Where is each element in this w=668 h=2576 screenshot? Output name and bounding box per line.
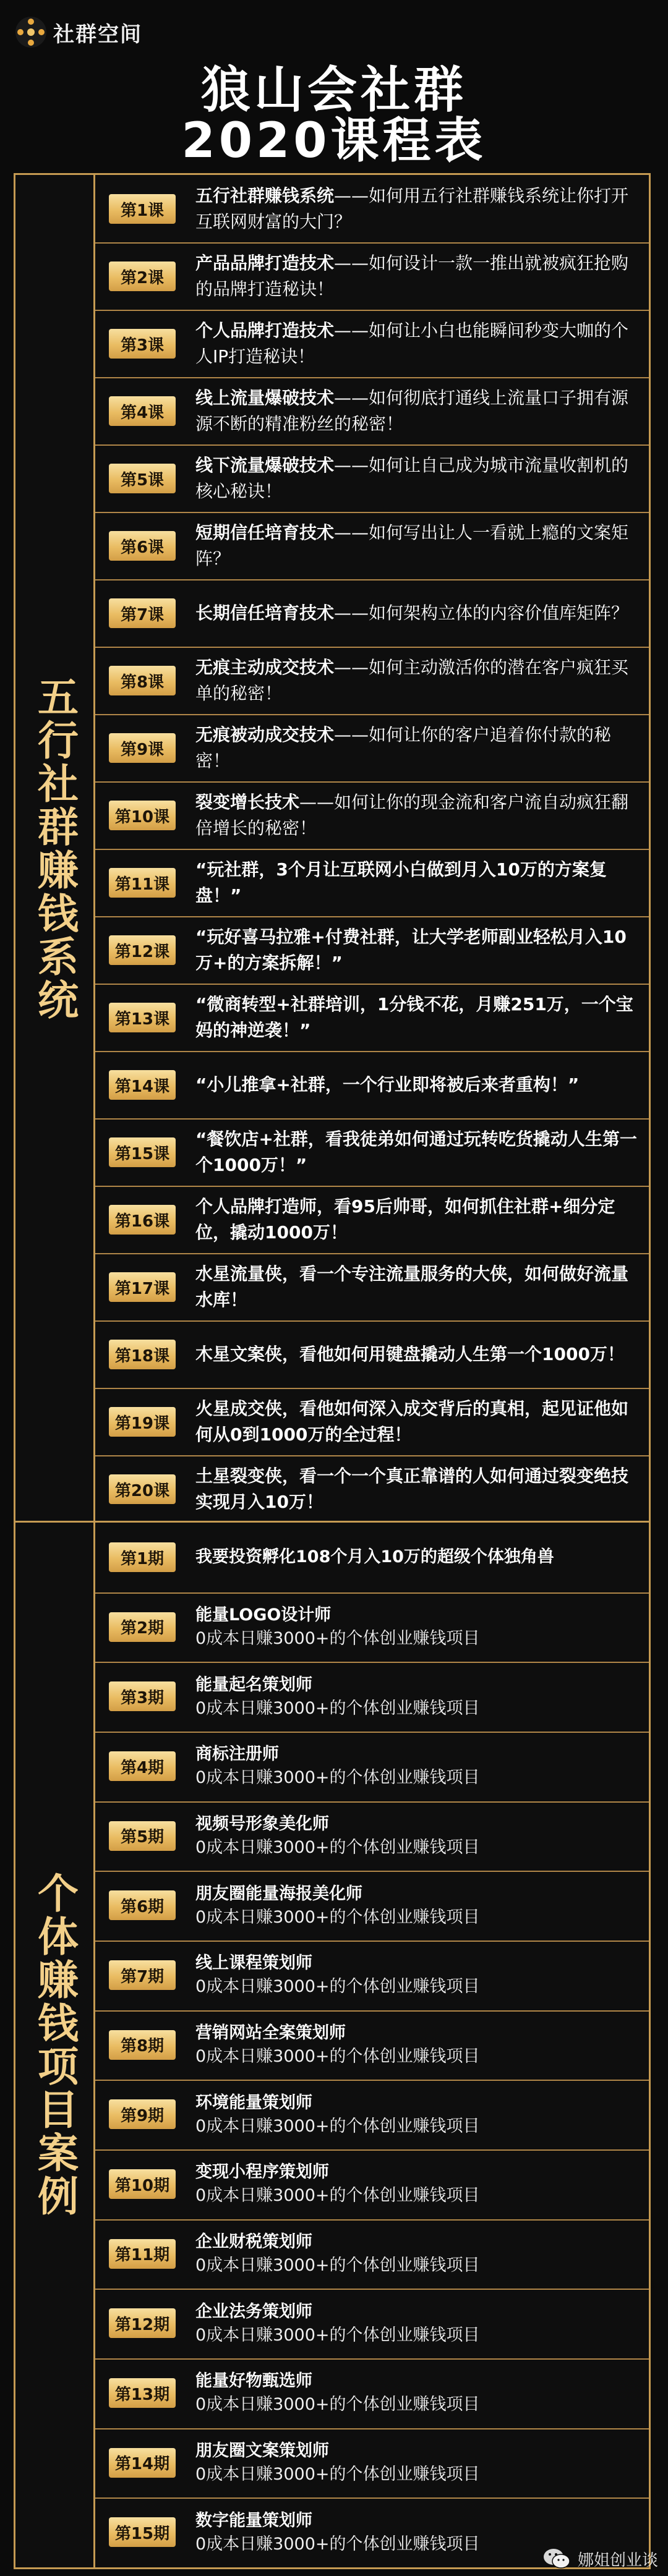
item-text (195, 2428, 640, 2498)
project-subtitle: 0成本日赚3000+的个体创业赚钱项目 (195, 2395, 480, 2415)
course-title: 线上流量爆破技术 (195, 387, 335, 408)
item-text (195, 2010, 640, 2080)
list-item (95, 1801, 649, 1872)
project-title: 数字能量策划师 (195, 2510, 312, 2530)
lesson-badge: 第14期 (109, 2448, 176, 2478)
section-wuxing (14, 173, 651, 1524)
list-item (95, 1320, 649, 1389)
project-subtitle: 0成本日赚3000+的个体创业赚钱项目 (195, 2186, 480, 2206)
project-title: 朋友圈文案策划师 (195, 2441, 329, 2460)
item-text (195, 2080, 640, 2149)
item-text (195, 1186, 640, 1253)
lesson-badge: 第8期 (109, 2030, 176, 2060)
project-subtitle: 0成本日赚3000+的个体创业赚钱项目 (195, 1768, 480, 1788)
project-title: 营销网站全案策划师 (195, 2023, 346, 2043)
item-text (195, 1388, 640, 1455)
list-item (95, 916, 649, 985)
item-text (195, 1320, 640, 1388)
project-title: 能量起名策划师 (195, 1675, 312, 1694)
lesson-badge: 第2课 (109, 261, 176, 291)
list-item (95, 242, 649, 311)
section-projects (14, 1521, 651, 2569)
item-text (195, 444, 640, 512)
project-title: 企业财税策划师 (195, 2232, 312, 2251)
project-subtitle: 0成本日赚3000+的个体创业赚钱项目 (195, 2325, 480, 2345)
item-text (195, 242, 640, 310)
project-subtitle: 0成本日赚3000+的个体创业赚钱项目 (195, 1907, 480, 1927)
lesson-badge: 第11课 (109, 868, 176, 898)
course-description: “餐饮店+社群，看我徒弟如何通过玩转吃货撬动人生第一个1000万！” (195, 1128, 637, 1175)
section-label-box (15, 1523, 95, 2567)
list-item (95, 2080, 649, 2151)
project-title: 企业法务策划师 (195, 2302, 312, 2321)
section-label: 五行社群赚钱系统 (30, 676, 79, 1022)
wechat-icon (542, 2546, 572, 2571)
item-text (195, 2149, 640, 2219)
list-item (95, 984, 649, 1052)
lesson-badge: 第14课 (109, 1070, 176, 1100)
lesson-badge: 第15期 (109, 2517, 176, 2547)
item-text (195, 1732, 640, 1801)
list-item (95, 1455, 649, 1523)
lesson-badge: 第4期 (109, 1751, 176, 1781)
item-text (195, 1592, 640, 1662)
lesson-badge: 第17课 (109, 1272, 176, 1302)
list-item (95, 444, 649, 513)
lesson-badge: 第9期 (109, 2099, 176, 2129)
list-item (95, 1592, 649, 1664)
lesson-badge: 第13课 (109, 1003, 176, 1032)
lesson-badge: 第11期 (109, 2239, 176, 2269)
course-title: 无痕主动成交技术 (195, 657, 335, 678)
brand-logo (15, 14, 142, 51)
list-item (95, 2428, 649, 2499)
item-text (195, 1051, 640, 1118)
list-item (95, 2219, 649, 2290)
project-subtitle: 0成本日赚3000+的个体创业赚钱项目 (195, 1628, 480, 1648)
item-text (195, 2219, 640, 2289)
brand-logo-text: 社群空间 (53, 22, 142, 47)
list-item (95, 377, 649, 446)
project-subtitle: 0成本日赚3000+的个体创业赚钱项目 (195, 2255, 480, 2275)
list-item (95, 1662, 649, 1733)
list-item (95, 1871, 649, 1942)
list-item (95, 1118, 649, 1187)
item-text (195, 647, 640, 714)
list-item (95, 1186, 649, 1254)
lesson-badge: 第16课 (109, 1205, 176, 1235)
list-item (95, 647, 649, 715)
item-text (195, 175, 640, 242)
project-title: 视频号形象美化师 (195, 1814, 329, 1834)
list-item (95, 714, 649, 783)
item-text (195, 2358, 640, 2428)
page-title: 狼山会社群 (201, 61, 467, 119)
course-description: ——如何彻底打通线上流量口子拥有源源不断的精准粉丝的秘密！ (195, 387, 629, 434)
list-item (95, 1941, 649, 2012)
item-text (195, 1801, 640, 1871)
course-title: 长期信任培育技术 (195, 602, 335, 623)
list-item (95, 2149, 649, 2221)
list-item (95, 1388, 649, 1456)
list-item (95, 512, 649, 580)
project-subtitle: 0成本日赚3000+的个体创业赚钱项目 (195, 2116, 480, 2136)
course-title: 个人品牌打造技术 (195, 320, 335, 341)
lesson-badge: 第7期 (109, 1960, 176, 1990)
course-description: “微商转型+社群培训，1分钱不花，月赚251万，一个宝妈的神逆袭！” (195, 993, 633, 1040)
project-subtitle: 0成本日赚3000+的个体创业赚钱项目 (195, 2464, 480, 2484)
list-item (95, 2289, 649, 2360)
list-item (95, 2358, 649, 2429)
course-description: 水星流量侠，看一个专注流量服务的大侠，如何做好流量水库！ (195, 1263, 629, 1310)
course-description: ——如何用五行社群赚钱系统让你打开互联网财富的大门？ (195, 185, 629, 232)
project-subtitle: 0成本日赚3000+的个体创业赚钱项目 (195, 2046, 480, 2066)
project-title: 变现小程序策划师 (195, 2162, 329, 2182)
list-item (95, 175, 649, 244)
lesson-badge: 第1期 (109, 1542, 176, 1572)
lesson-badge: 第1课 (109, 194, 176, 224)
brand-logo-icon (15, 16, 47, 48)
project-title: 商标注册师 (195, 1745, 279, 1764)
page-subtitle: 2020课程表 (181, 113, 487, 169)
lesson-badge: 第6课 (109, 531, 176, 561)
list-item (95, 2010, 649, 2081)
item-text (195, 781, 640, 849)
project-subtitle: 0成本日赚3000+的个体创业赚钱项目 (195, 1977, 480, 1997)
lesson-badge: 第4课 (109, 396, 176, 426)
lesson-badge: 第7课 (109, 598, 176, 628)
list-item (95, 781, 649, 850)
section-label: 个体赚钱项目案例 (30, 1872, 79, 2218)
item-text (195, 1662, 640, 1732)
item-text (195, 1455, 640, 1523)
lesson-badge: 第8课 (109, 666, 176, 695)
course-description: ——如何主动激活你的潜在客户疯狂买单的秘密！ (195, 657, 629, 704)
course-description: ——如何让小白也能瞬间秒变大咖的个人IP打造秘诀！ (195, 320, 629, 367)
item-text (195, 1118, 640, 1186)
item-text (195, 984, 640, 1051)
lesson-badge: 第12课 (109, 935, 176, 965)
watermark (542, 2546, 658, 2571)
course-description: 个人品牌打造师，看95后帅哥，如何抓住社群+细分定位，撬动1000万！ (195, 1196, 615, 1243)
course-description: ——如何让自己成为城市流量收割机的核心秘诀！ (195, 454, 629, 501)
item-text (195, 916, 640, 984)
lesson-badge: 第2期 (109, 1612, 176, 1642)
course-description: 土星裂变侠，看一个一个真正靠谱的人如何通过裂变绝技实现月入10万！ (195, 1465, 629, 1512)
list-item (95, 1732, 649, 1803)
course-description: ——如何让你的现金流和客户流自动疯狂翻倍增长的秘密！ (195, 791, 629, 838)
watermark-text: 娜姐创业谈 (577, 2551, 658, 2570)
project-title: 线上课程策划师 (195, 1953, 312, 1973)
course-title: 线下流量爆破技术 (195, 454, 335, 475)
course-title: 无痕被动成交技术 (195, 724, 335, 745)
section-label-box (15, 175, 95, 1523)
lesson-badge: 第20课 (109, 1474, 176, 1504)
course-title: 裂变增长技术 (195, 791, 300, 812)
item-text (195, 1253, 640, 1320)
course-description: “玩社群，3个月让互联网小白做到月入10万的方案复盘！” (195, 859, 607, 906)
project-subtitle: 0成本日赚3000+的个体创业赚钱项目 (195, 1837, 480, 1857)
item-text (195, 1523, 640, 1592)
item-text (195, 849, 640, 916)
lesson-badge: 第12期 (109, 2308, 176, 2338)
course-description: “玩好喜马拉雅+付费社群，让大学老师副业轻松月入10万+的方案拆解！” (195, 926, 627, 973)
lesson-badge: 第19课 (109, 1407, 176, 1437)
project-title: 能量LOGO设计师 (195, 1605, 332, 1625)
item-text (195, 377, 640, 444)
list-item (95, 310, 649, 378)
course-description: 木星文案侠，看他如何用键盘撬动人生第一个1000万！ (195, 1343, 625, 1364)
project-title: 我要投资孵化108个月入10万的超级个体独角兽 (195, 1547, 554, 1567)
lesson-badge: 第5期 (109, 1821, 176, 1851)
course-title: 产品品牌打造技术 (195, 252, 335, 273)
item-text (195, 714, 640, 781)
item-text (195, 2289, 640, 2358)
course-description: ——如何架构立体的内容价值库矩阵？ (334, 602, 629, 623)
list-item (95, 1523, 649, 1594)
project-title: 能量好物甄选师 (195, 2371, 312, 2391)
list-item (95, 1253, 649, 1322)
lesson-badge: 第3期 (109, 1681, 176, 1711)
lesson-badge: 第6期 (109, 1890, 176, 1920)
course-description: ——如何设计一款一推出就被疯狂抢购的品牌打造秘诀！ (195, 252, 629, 299)
item-text (195, 1941, 640, 2010)
lesson-badge: 第18课 (109, 1340, 176, 1369)
course-description: “小儿推拿+社群，一个行业即将被后来者重构！” (195, 1074, 580, 1095)
lesson-badge: 第3课 (109, 329, 176, 359)
item-text (195, 310, 640, 377)
lesson-badge: 第10期 (109, 2169, 176, 2199)
project-title: 环境能量策划师 (195, 2093, 312, 2112)
course-title: 五行社群赚钱系统 (195, 185, 335, 206)
course-description: 火星成交侠，看他如何深入成交背后的真相，起见证他如何从0到1000万的全过程！ (195, 1398, 629, 1445)
project-title: 朋友圈能量海报美化师 (195, 1884, 362, 1903)
lesson-badge: 第9课 (109, 733, 176, 763)
course-description: ——如何写出让人一看就上瘾的文案矩阵？ (195, 522, 629, 569)
course-title: 短期信任培育技术 (195, 522, 335, 543)
lesson-badge: 第10课 (109, 801, 176, 830)
course-description: ——如何让你的客户追着你付款的秘密！ (195, 724, 612, 771)
lesson-badge: 第5课 (109, 464, 176, 493)
list-item (95, 849, 649, 917)
project-subtitle: 0成本日赚3000+的个体创业赚钱项目 (195, 1698, 480, 1718)
list-item (95, 1051, 649, 1120)
list-item (95, 579, 649, 648)
project-subtitle: 0成本日赚3000+的个体创业赚钱项目 (195, 2534, 480, 2554)
lesson-badge: 第15课 (109, 1137, 176, 1167)
item-text (195, 1871, 640, 1941)
item-text (195, 579, 640, 647)
item-text (195, 512, 640, 579)
lesson-badge: 第13期 (109, 2378, 176, 2408)
